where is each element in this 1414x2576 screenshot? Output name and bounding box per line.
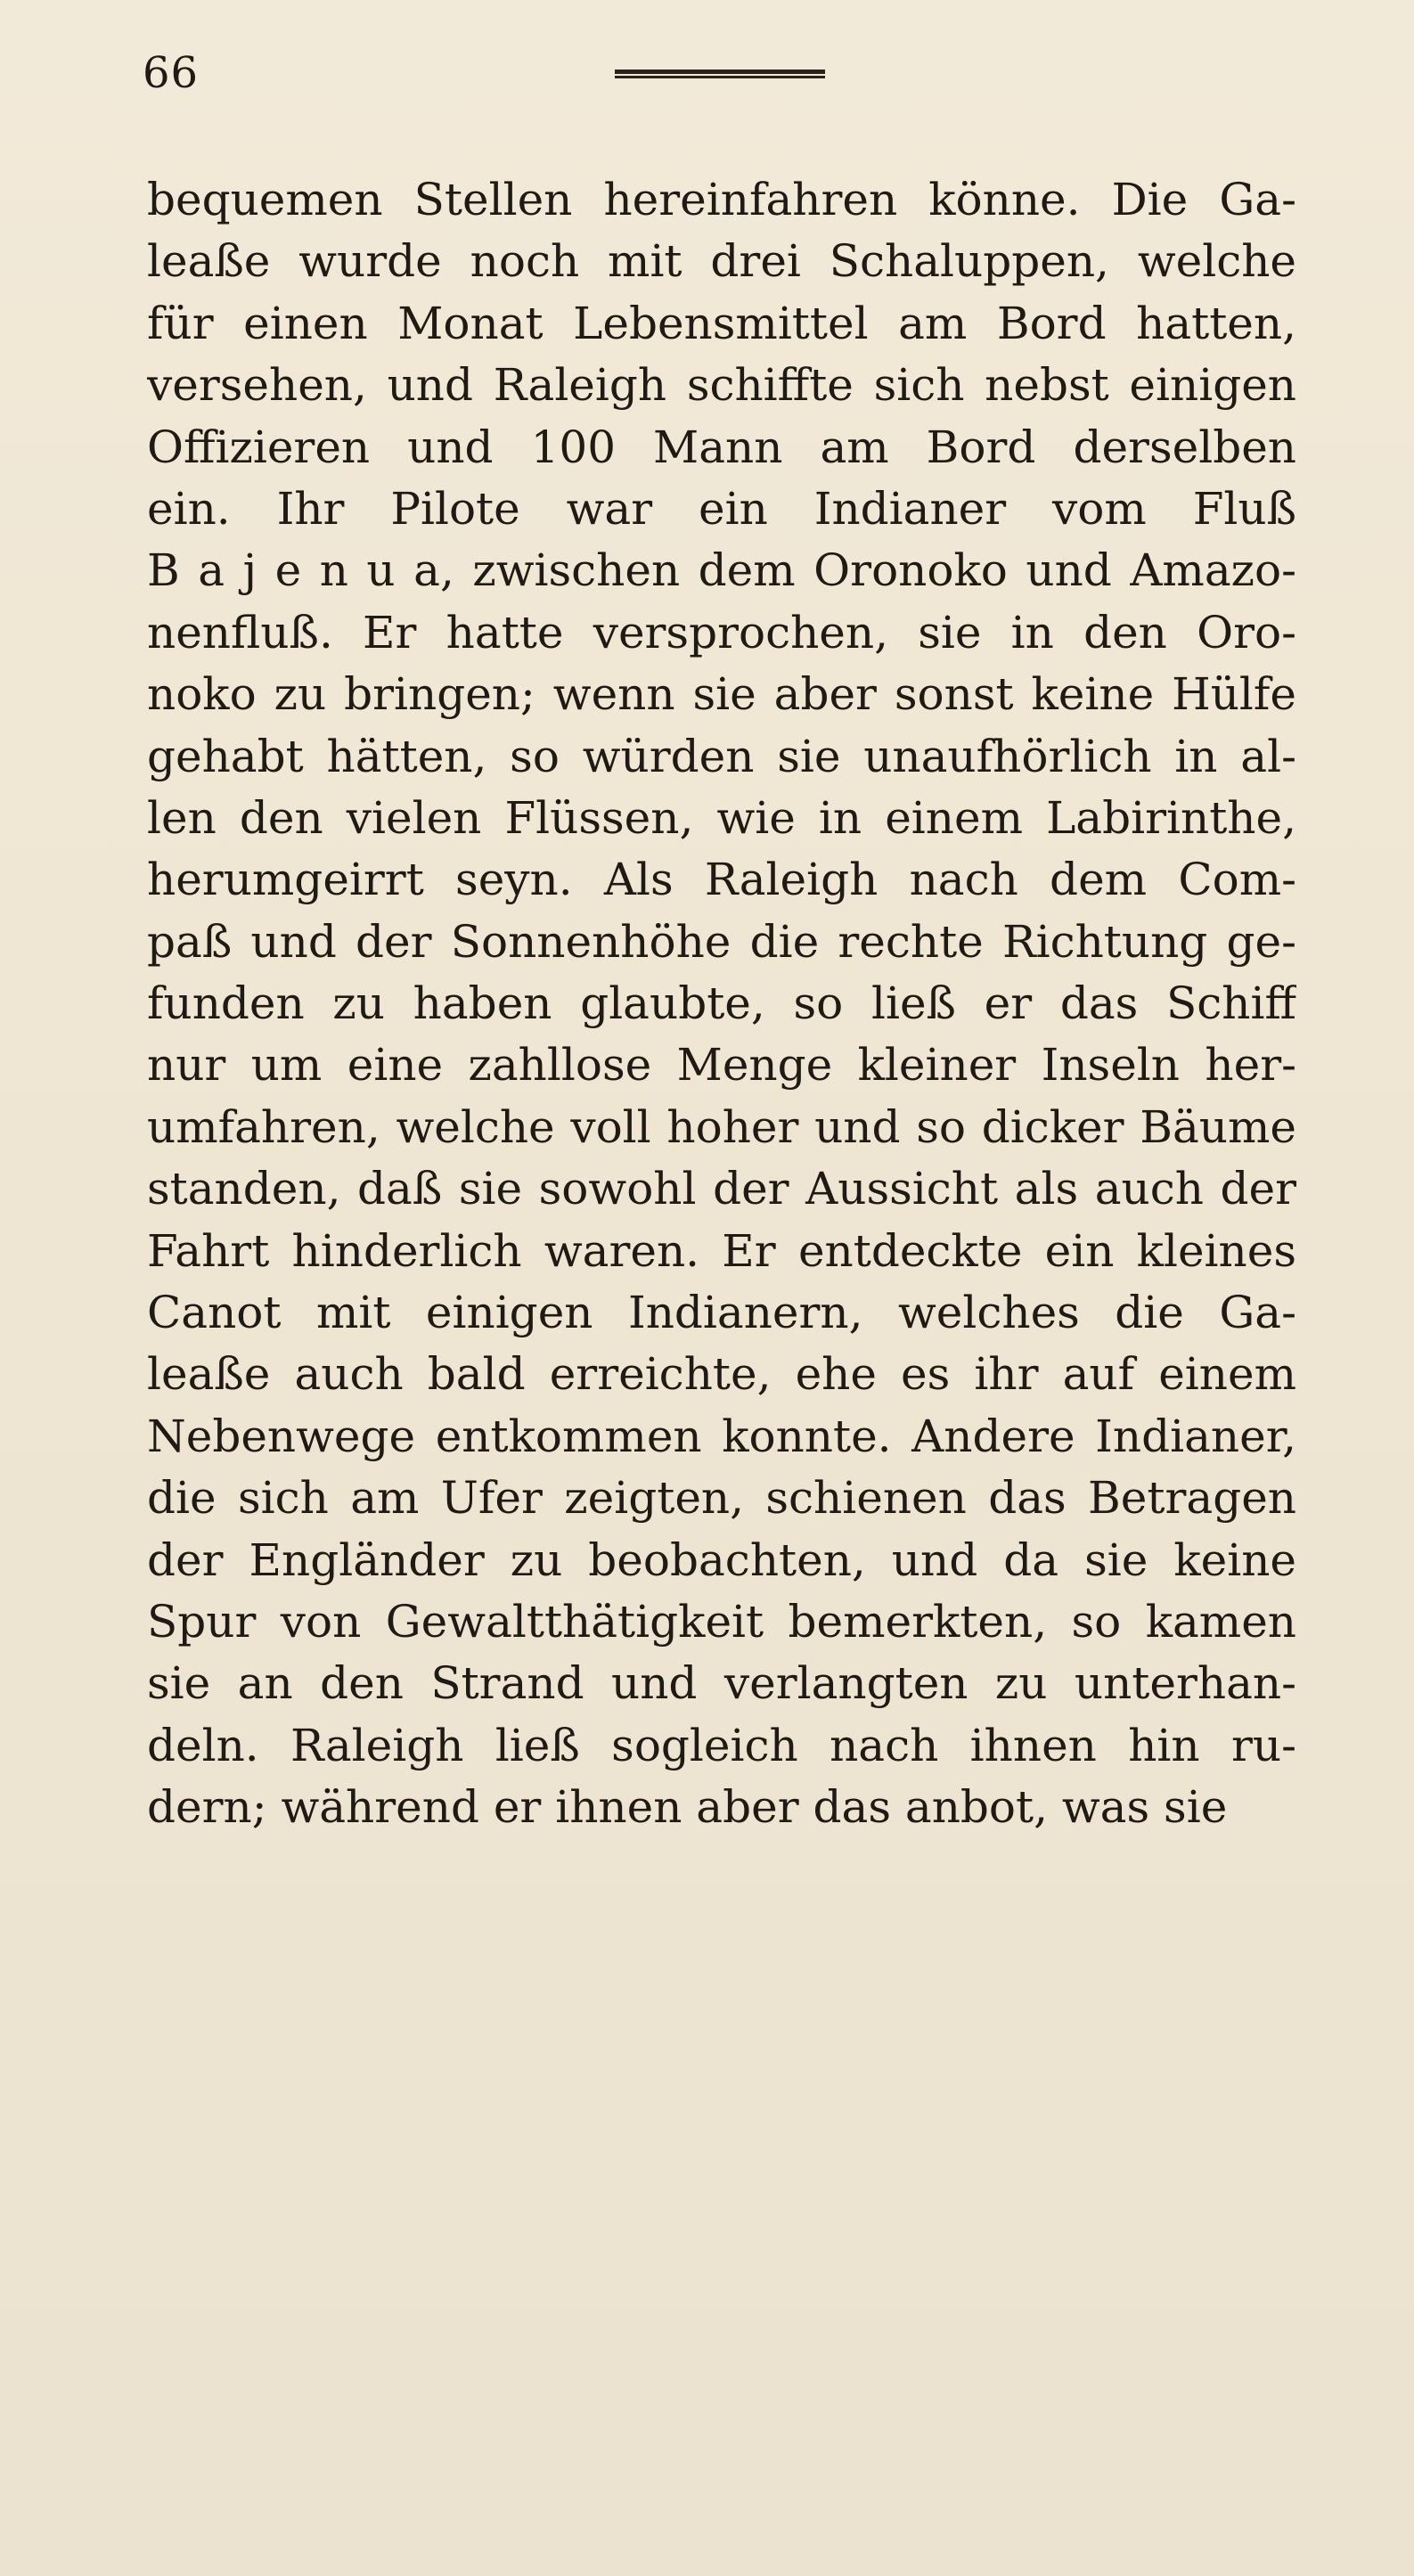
text-line: Canot mit einigen Indianern, welches die Ga- xyxy=(147,1287,1296,1339)
text-line: herumgeirrt seyn. Als Raleigh nach dem Com- xyxy=(147,854,1296,906)
header-rule xyxy=(615,70,825,78)
text-line: leaße wurde noch mit drei Schaluppen, welche xyxy=(147,235,1296,288)
body-text xyxy=(147,169,1296,1839)
text-line: funden zu haben glaubte, so ließ er das Schiff xyxy=(147,977,1296,1030)
text-line: standen, daß sie sowohl der Aussicht als auch der xyxy=(147,1163,1296,1215)
text-line: paß und der Sonnenhöhe die rechte Richtung ge- xyxy=(147,915,1296,968)
text-line: gehabt hätten, so würden sie unaufhörlich in al- xyxy=(147,730,1296,782)
text-line: nenfluß. Er hatte versprochen, sie in den Oro- xyxy=(147,606,1296,658)
text-line: bequemen Stellen hereinfahren könne. Die Ga- xyxy=(147,174,1296,225)
text-line: Spur von Gewaltthätigkeit bemerkten, so kamen xyxy=(147,1595,1296,1648)
text-line: nur um eine zahllose Menge kleiner Inseln her- xyxy=(147,1039,1296,1092)
text-line: Offizieren und 100 Mann am Bord derselben xyxy=(147,421,1296,473)
page-number: 66 xyxy=(143,48,200,98)
text-line: len den vielen Flüssen, wie in einem Labirinthe, xyxy=(147,791,1296,844)
text-line: die sich am Ufer zeigten, schienen das Betragen xyxy=(147,1472,1296,1525)
text-line: ein. Ihr Pilote war ein Indianer vom Fluß xyxy=(147,482,1296,535)
text-line: Nebenwege entkommen konnte. Andere Indianer, xyxy=(147,1410,1296,1462)
text-line: deln. Raleigh ließ sogleich nach ihnen hin ru- xyxy=(147,1719,1296,1771)
text-line: für einen Monat Lebensmittel am Bord hatten, xyxy=(147,297,1296,349)
text-line: leaße auch bald erreichte, ehe es ihr auf einem xyxy=(147,1348,1296,1401)
text-line: sie an den Strand und verlangten zu unterhan- xyxy=(147,1657,1296,1710)
text-line: versehen, und Raleigh schiffte sich nebst einigen xyxy=(147,359,1296,412)
text-line: dern; während er ihnen aber das anbot, was sie xyxy=(147,1781,1228,1834)
text-line: B a j e n u a, zwischen dem Oronoko und Amazo- xyxy=(147,544,1296,597)
text-line: umfahren, welche voll hoher und so dicker Bäume xyxy=(147,1100,1296,1153)
text-line: noko zu bringen; wenn sie aber sonst keine Hülfe xyxy=(147,668,1296,721)
text-line: Fahrt hinderlich waren. Er entdeckte ein kleines xyxy=(147,1224,1296,1277)
text-line: der Engländer zu beobachten, und da sie keine xyxy=(147,1533,1296,1586)
